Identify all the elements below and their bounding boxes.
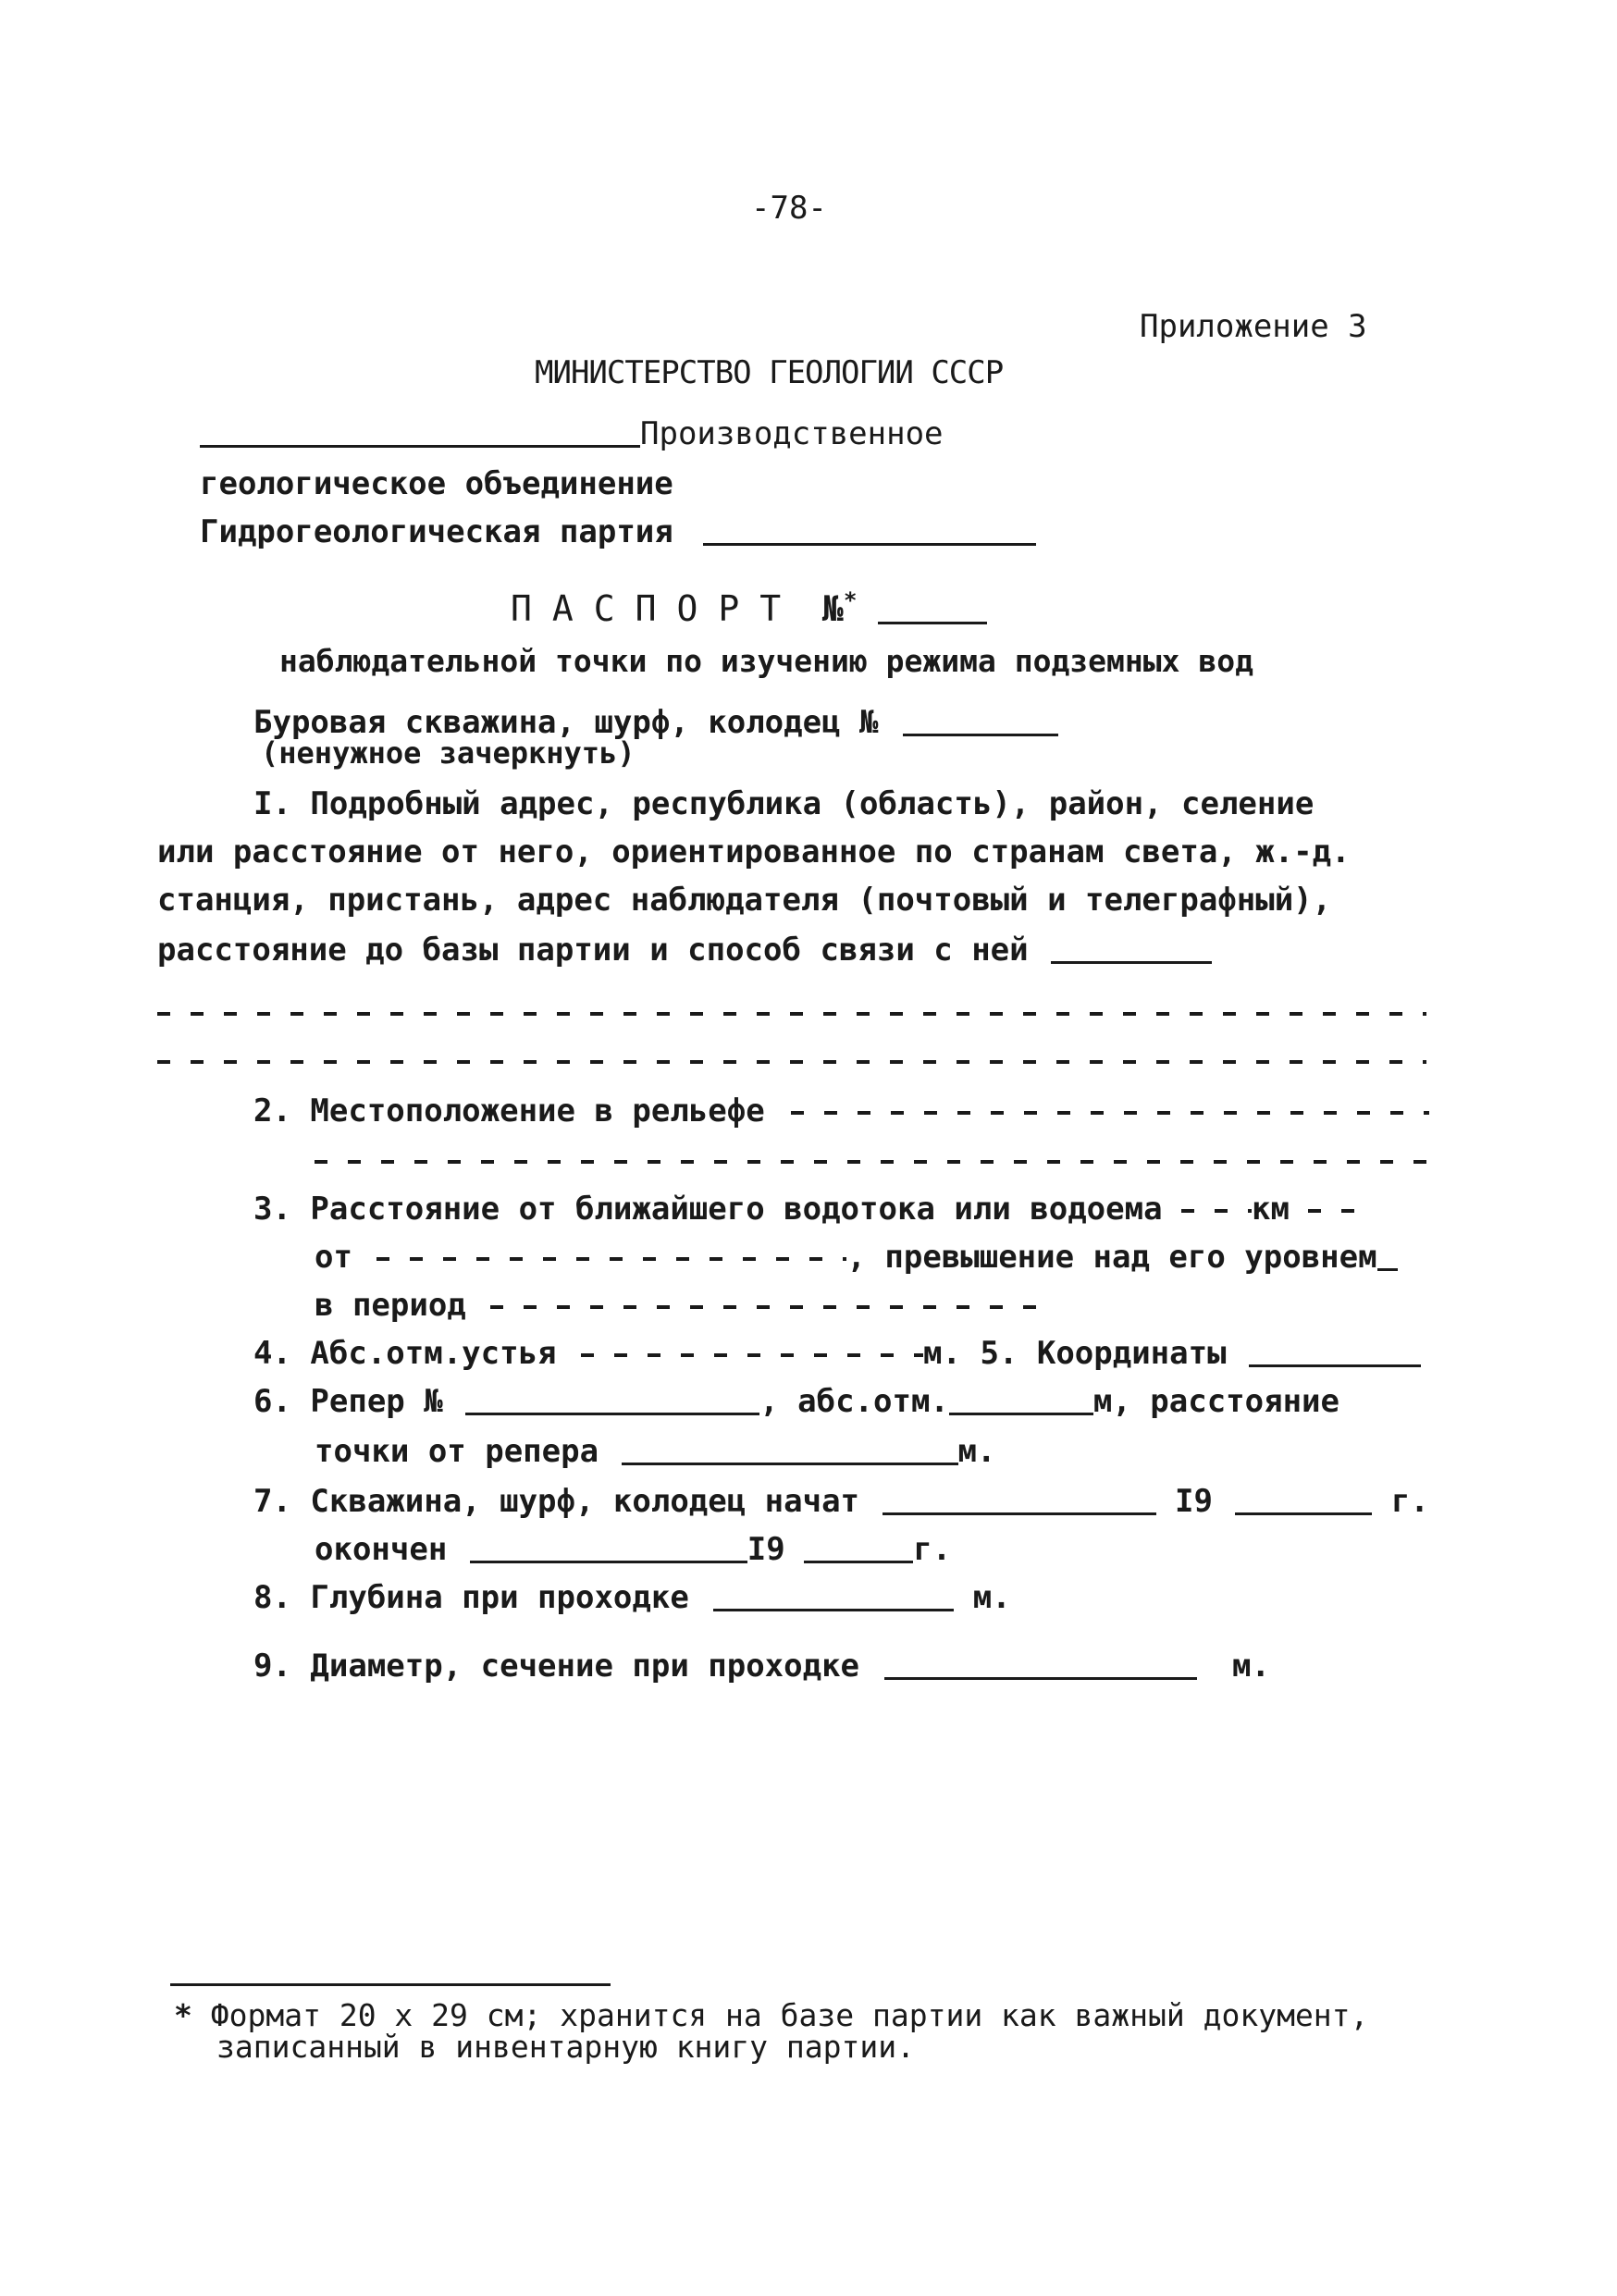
footnote-divider	[170, 1983, 611, 1986]
passport-title: ПАСПОРТ	[511, 588, 802, 629]
item-4-label: 4. Абс.отм.устья	[253, 1335, 557, 1372]
address-dash-line-1	[157, 1012, 1426, 1016]
item-7-g: г.	[1390, 1483, 1429, 1520]
production-line	[200, 416, 944, 452]
finished-year-blank	[804, 1533, 913, 1563]
appendix-label: Приложение 3	[1140, 308, 1367, 345]
item-3-leader-km	[1181, 1209, 1252, 1213]
party-blank	[703, 515, 1036, 546]
item-8-label: 8. Глубина при проходке	[253, 1579, 689, 1616]
item-3-from: от	[315, 1239, 352, 1276]
item-7-finished: окончен	[315, 1531, 448, 1568]
passport-footnote-mark: *	[843, 587, 858, 613]
item-9-unit: м.	[1232, 1648, 1270, 1685]
item-3-leader-end	[1308, 1209, 1356, 1213]
passport-number-blank	[878, 594, 987, 624]
party-label: Гидрогеологическая партия	[200, 513, 673, 550]
item-6-unit-2: м.	[957, 1433, 996, 1470]
item-7-line-1	[253, 1484, 1429, 1520]
depth-blank	[713, 1581, 954, 1611]
item-1-line-1: I. Подробный адрес, республика (область), район, селение	[253, 785, 1315, 822]
item-3-from-leader	[376, 1257, 846, 1261]
well-type-label: Буровая скважина, шурф, колодец №	[253, 704, 879, 741]
item-2-dash-line	[315, 1160, 1426, 1164]
item-9-line	[253, 1648, 1270, 1685]
started-year-blank	[1235, 1485, 1372, 1515]
footnote-mark: *	[174, 1997, 192, 2033]
item-6-unit-distance: м, расстояние	[1092, 1383, 1339, 1420]
item-7-g-2: г.	[913, 1531, 952, 1568]
item-3-period-leader	[490, 1305, 1049, 1309]
item-2-line	[253, 1093, 1429, 1129]
item-9-label: 9. Диаметр, сечение при проходке	[253, 1648, 860, 1685]
benchmark-elevation-blank	[949, 1385, 1093, 1415]
diameter-blank	[884, 1649, 1197, 1680]
item-3-line-2	[315, 1240, 1398, 1276]
passport-title-line	[511, 588, 987, 630]
passport-subtitle: наблюдательной точки по изучению режима подземных вод	[279, 643, 1253, 679]
item-6-label: 6. Репер №	[253, 1383, 443, 1420]
passport-number-sign: №	[822, 588, 844, 629]
item-6-abs: , абс.отм.	[759, 1383, 949, 1420]
item-4-unit: м.	[923, 1335, 961, 1372]
item-1-line-4	[157, 932, 1212, 969]
item-3-period: в период	[315, 1287, 466, 1324]
association-line: геологическое объединение	[200, 465, 673, 502]
item-3-label: 3. Расстояние от ближайшего водотока или водоема	[253, 1191, 1163, 1228]
item-3-excess-blank	[1377, 1241, 1398, 1271]
coordinates-blank	[1249, 1337, 1421, 1367]
item-6-line-1	[253, 1384, 1339, 1420]
item-7-year: I9	[1175, 1483, 1213, 1520]
address-dash-line-2	[157, 1060, 1426, 1064]
item-8-unit: м.	[972, 1579, 1011, 1616]
item-6-line-2	[315, 1434, 995, 1470]
item-1-line-2: или расстояние от него, ориентированное по странам света, ж.-д.	[157, 833, 1351, 870]
association-blank	[200, 417, 640, 448]
page-number: -78-	[751, 190, 827, 227]
started-date-blank	[883, 1485, 1156, 1515]
item-7-year-2: I9	[747, 1531, 785, 1568]
item-3-line-3	[315, 1288, 1049, 1324]
item-1-line-4-text: расстояние до базы партии и способ связи с ней	[157, 932, 1029, 969]
item-8-line	[253, 1580, 1011, 1616]
item-3-km: км	[1252, 1191, 1290, 1228]
item-2-leader	[791, 1111, 1429, 1115]
benchmark-number-blank	[465, 1385, 759, 1415]
item-1-blank	[1051, 933, 1212, 964]
finished-date-blank	[470, 1533, 747, 1563]
item-2-label: 2. Местоположение в рельефе	[253, 1092, 765, 1129]
item-1-line-3: станция, пристань, адрес наблюдателя (почтовый и телеграфный),	[157, 882, 1332, 919]
item-7-label: 7. Скважина, шурф, колодец начат	[253, 1483, 860, 1520]
party-line	[200, 514, 1036, 550]
item-4-leader	[581, 1353, 923, 1357]
footnote-text-1: Формат 20 х 29 см; хранится на базе партии как важный документ,	[210, 1997, 1369, 2033]
item-4-5-line	[253, 1336, 1421, 1372]
item-3-line-1	[253, 1191, 1356, 1228]
production-label: Производственное	[640, 415, 944, 452]
benchmark-distance-blank	[622, 1435, 958, 1465]
item-5-label: 5. Координаты	[980, 1335, 1227, 1372]
well-number-blank	[903, 706, 1058, 736]
footnote-line-2: записанный в инвентарную книгу партии.	[216, 2029, 915, 2065]
item-6-line-2-text: точки от репера	[315, 1433, 599, 1470]
ministry-heading: МИНИСТЕРСТВО ГЕОЛОГИИ СССР	[535, 354, 1004, 391]
item-3-excess: , превышение над его уровнем	[846, 1239, 1377, 1276]
item-7-line-2	[315, 1532, 951, 1568]
well-type-note: (ненужное зачеркнуть)	[261, 735, 636, 771]
